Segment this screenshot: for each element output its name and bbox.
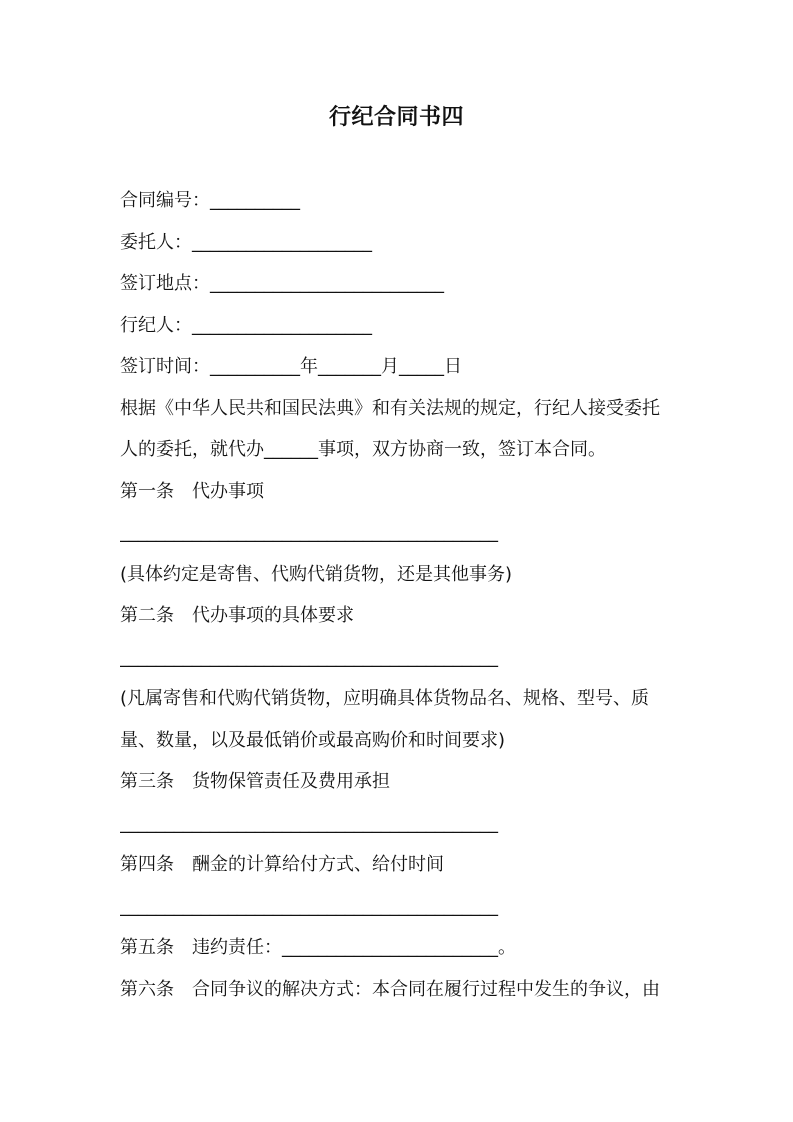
article-1-heading: 第一条 代办事项 [120,480,264,502]
article-4-blank: __________________________________________ [120,895,498,917]
article-2-note-line-2: 量、数量，以及最低销价或最高购价和时间要求) [120,729,506,751]
article-4-heading: 第四条 酬金的计算给付方式、给付时间 [120,854,444,875]
document-title: 行纪合同书四 [328,105,464,130]
article-5-line: 第五条 违约责任：________________________。 [120,937,516,958]
article-1-note: (具体约定是寄售、代购代销货物，还是其他事务) [120,563,513,585]
contract-number-line: 合同编号：__________ [120,190,300,211]
article-2-heading: 第二条 代办事项的具体要求 [120,605,354,626]
article-3-heading: 第三条 货物保管责任及费用承担 [120,771,390,792]
signing-date-line: 签订时间：__________年_______月_____日 [120,356,462,377]
preamble-line-2: 人的委托，就代办______事项，双方协商一致，签订本合同。 [120,439,606,460]
article-2-note-line-1: (凡属寄售和代购代销货物，应明确具体货物品名、规格、型号、质 [120,688,650,709]
broker-line: 行纪人：____________________ [120,314,372,336]
article-1-blank: __________________________________________ [120,522,498,543]
principal-line: 委托人：____________________ [120,231,372,253]
preamble-line-1: 根据《中华人民共和国民法典》和有关法规的规定，行纪人接受委托 [120,397,660,419]
article-6-line: 第六条 合同争议的解决方式：本合同在履行过程中发生的争议，由 [120,978,660,1000]
document-body [120,180,680,1010]
article-3-blank: __________________________________________ [120,812,498,834]
article-2-blank: __________________________________________ [120,646,498,668]
signing-place-line: 签订地点：__________________________ [120,273,444,294]
